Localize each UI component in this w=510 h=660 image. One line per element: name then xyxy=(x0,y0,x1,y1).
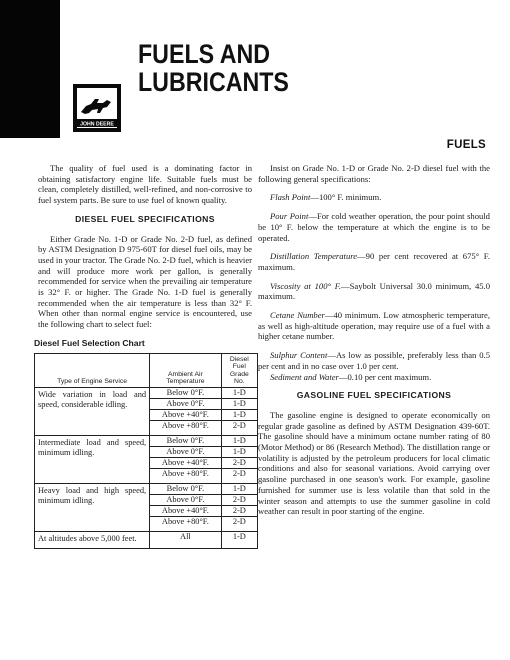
engine-service-cell: Heavy load and high speed, minimum idling. xyxy=(35,483,150,531)
pour-point-label: Pour Point xyxy=(270,211,309,222)
distillation-value: —90 per cent recovered at 675° F. maximum. xyxy=(258,251,490,272)
temperature-cell: Above +80°F. xyxy=(150,420,222,435)
insist-paragraph: Insist on Grade No. 1-D or Grade No. 2-D diesel fuel with the following general specifications: xyxy=(258,163,490,184)
temperature-cell: Below 0°F. xyxy=(150,387,222,398)
temperature-cell: All xyxy=(150,531,222,548)
black-margin-band xyxy=(0,0,60,138)
right-column xyxy=(258,163,490,525)
table-row xyxy=(35,483,258,494)
fuel-grade-cell: 2-D xyxy=(221,420,257,435)
john-deere-logo xyxy=(73,84,121,132)
engine-service-cell: Wide variation in load and speed, considerable idling. xyxy=(35,387,150,435)
temperature-cell: Above +80°F. xyxy=(150,468,222,483)
sulphur-spec xyxy=(258,350,490,371)
gasoline-paragraph: The gasoline engine is designed to operate economically on regular grade gasoline as defined by ASTM Designation 439-60T. The gasoline should have a minimum octane number rating of 80 (Motor Method) or 86 (Research Method). The distillation range or volatility is adjusted by the petroleum producers for local climatic conditions and also for seasonal variations. Avoid carrying over gasoline purchased in one season's work. For example, gasoline furnished for summer use is less volatile than that sold in the winter season and attempts to use the summer gasoline in cold weather can result in poor starting of the engine. xyxy=(258,409,490,517)
temperature-cell: Above 0°F. xyxy=(150,398,222,409)
intro-paragraph: The quality of fuel used is a dominating factor in obtaining satisfactory engine life. Suitable fuels must be clean, completely distilled, well-refined, and non-corrosive to fuel system parts. Be sure to use fuel of known quality. xyxy=(38,163,252,206)
title-line-2: LUBRICANTS xyxy=(138,67,289,97)
selection-chart-title: Diesel Fuel Selection Chart xyxy=(34,337,145,348)
table-row xyxy=(35,435,258,446)
pour-point-value: —For cold weather operation, the pour point should be 10° F. below the temperature at which the engine is to be operated. xyxy=(258,211,490,243)
sediment-value: —0.10 per cent maximum. xyxy=(338,371,432,382)
temperature-cell: Below 0°F. xyxy=(150,483,222,494)
temperature-cell: Above +80°F. xyxy=(150,516,222,531)
engine-service-cell: Intermediate load and speed, minimum idling. xyxy=(35,435,150,483)
temperature-cell: Above +40°F. xyxy=(150,409,222,420)
flash-point-spec xyxy=(258,192,490,203)
fuel-grade-cell: 1-D xyxy=(221,398,257,409)
col-header-service: Type of Engine Service xyxy=(35,353,150,387)
left-column xyxy=(34,163,252,549)
table-row xyxy=(35,387,258,398)
page-title xyxy=(138,40,289,96)
distillation-spec xyxy=(258,251,490,272)
fuel-grade-cell: 1-D xyxy=(221,446,257,457)
fuel-grade-cell: 2-D xyxy=(221,516,257,531)
diesel-paragraph: Either Grade No. 1-D or Grade No. 2-D fuel, as defined by ASTM Designation D 975-60T for diesel fuel oils, may be used in your tractor. The Grade No. 2-D fuel, which is heavier and will produce more work per gallon, is generally recommended for service when the prevailing air temperature is 32° F. or higher. The Grade No. 1-D fuel is generally recommended when the air temperature is less than 32° F. When other than normal engine service is encountered, use the following chart to select fuel: xyxy=(38,233,252,330)
viscosity-value: —Saybolt Universal 30.0 minimum, 45.0 maximum. xyxy=(258,280,490,302)
fuel-grade-cell: 2-D xyxy=(221,468,257,483)
temperature-cell: Below 0°F. xyxy=(150,435,222,446)
distillation-label: Distillation Temperature xyxy=(270,251,358,262)
col-header-grade: Diesel Fuel Grade No. xyxy=(221,353,257,387)
table-row xyxy=(35,531,258,548)
fuel-grade-cell: 1-D xyxy=(221,483,257,494)
cetane-value: —40 minimum. Low atmospheric temperature, as well as high-altitude operation, may require use of a fuel with a higher cetane number. xyxy=(258,310,490,342)
sulphur-label: Sulphur Content xyxy=(270,350,328,361)
fuel-grade-cell: 1-D xyxy=(221,387,257,398)
viscosity-spec xyxy=(258,281,490,302)
sulphur-value: —As low as possible, preferably less than 0.5 per cent and in no case over 1.0 per cent. xyxy=(258,350,490,371)
pour-point-spec xyxy=(258,211,490,243)
col-header-temp: Ambient Air Temperature xyxy=(150,353,222,387)
flash-point-value: —100° F. minimum. xyxy=(310,192,382,203)
fuel-grade-cell: 1-D xyxy=(221,409,257,420)
temperature-cell: Above +40°F. xyxy=(150,505,222,516)
cetane-spec xyxy=(258,310,490,342)
sediment-spec xyxy=(258,372,490,383)
diesel-heading: DIESEL FUEL SPECIFICATIONS xyxy=(75,213,215,224)
fuel-grade-cell: 1-D xyxy=(221,435,257,446)
temperature-cell: Above 0°F. xyxy=(150,494,222,505)
fuel-grade-cell: 1-D xyxy=(221,531,257,548)
fuel-grade-cell: 2-D xyxy=(221,457,257,468)
section-heading-fuels: FUELS xyxy=(446,139,486,151)
sediment-label: Sediment and Water xyxy=(270,371,339,382)
diesel-selection-table xyxy=(34,353,258,549)
temperature-cell: Above 0°F. xyxy=(150,446,222,457)
gasoline-heading: GASOLINE FUEL SPECIFICATIONS xyxy=(296,390,452,401)
flash-point-label: Flash Point xyxy=(270,192,311,203)
fuel-grade-cell: 2-D xyxy=(221,505,257,516)
temperature-cell: Above +40°F. xyxy=(150,457,222,468)
viscosity-label: Viscosity at 100° F. xyxy=(270,280,341,291)
title-line-1: FUELS AND xyxy=(138,39,271,69)
cetane-label: Cetane Number xyxy=(270,310,325,321)
fuel-grade-cell: 2-D xyxy=(221,494,257,505)
engine-service-cell: At altitudes above 5,000 feet. xyxy=(35,531,150,548)
logo-wordmark: JOHN DEERE xyxy=(80,121,114,128)
